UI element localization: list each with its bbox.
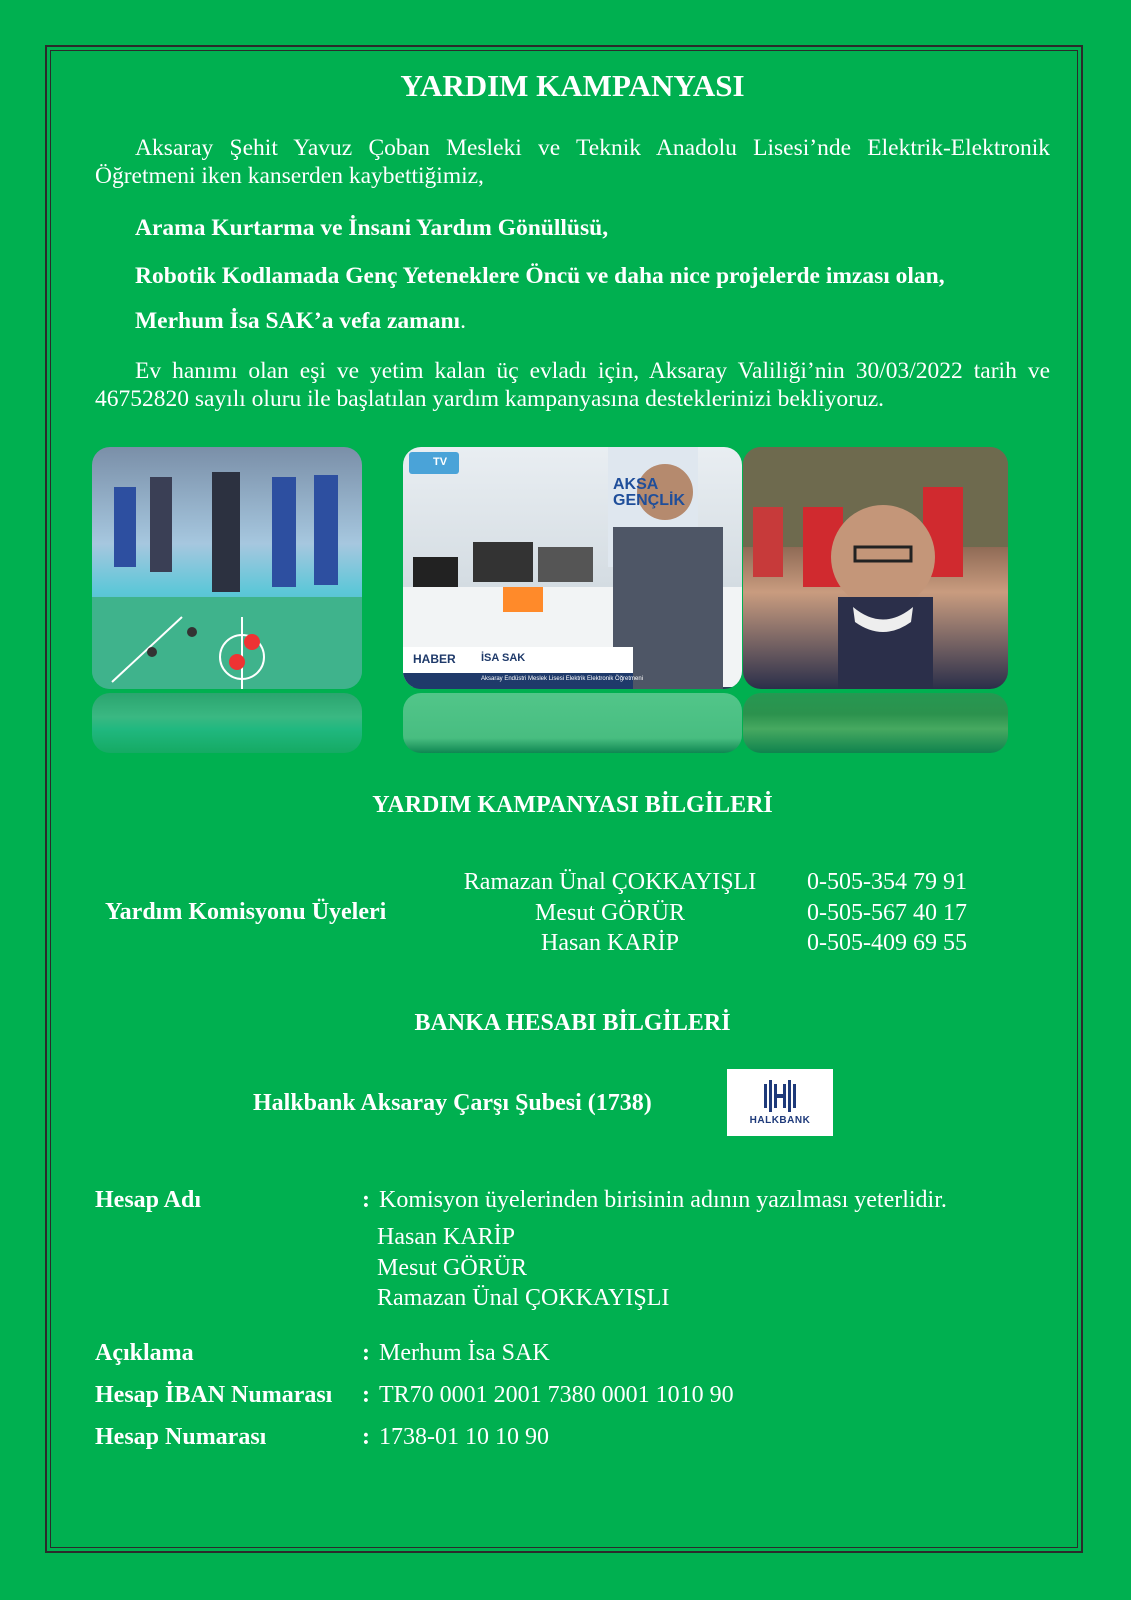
tribute-text: Merhum İsa SAK’a vefa zamanı	[135, 308, 461, 334]
photo-rescue-reflection	[743, 693, 1008, 753]
rescue-scene-icon	[743, 447, 1008, 689]
account-name-item: Hasan KARİP	[377, 1224, 515, 1250]
aksa-brand: AKSA GENÇLİK	[613, 476, 685, 509]
account-number-colon: :	[362, 1424, 370, 1450]
member-phone: 0-505-354 79 91	[807, 869, 967, 895]
bold-line-volunteer: Arama Kurtarma ve İnsani Yardım Gönüllüsü,	[135, 215, 609, 241]
bold-line-robotics: Robotik Kodlamada Genç Yeteneklere Öncü ve daha nice projelerde imzası olan,	[135, 263, 945, 289]
halkbank-logo	[727, 1069, 833, 1136]
appeal-paragraph: Ev hanımı olan eşi ve yetim kalan üç evladı için, Aksaray Valiliği’nin 30/03/2022 tarih ve 46752820 sayılı oluru ile başlatılan yardım kampanyasına desteklerinizi bekliyoruz.	[95, 358, 1050, 412]
photo-robotics-students	[92, 447, 362, 689]
committee-phones	[807, 867, 967, 959]
committee-names	[450, 867, 770, 959]
account-name-label: Hesap Adı	[95, 1187, 202, 1213]
committee-label: Yardım Komisyonu Üyeleri	[105, 899, 387, 925]
halkbank-logo-text: HALKBANK	[749, 1114, 811, 1126]
description-value: Merhum İsa SAK	[379, 1340, 550, 1366]
account-number-value: 1738-01 10 10 90	[379, 1424, 549, 1450]
interviewee-name: İSA SAK	[481, 652, 526, 664]
photo-robotics-reflection	[92, 693, 362, 753]
photo-strip	[92, 447, 1012, 757]
description-colon: :	[362, 1340, 370, 1366]
photo-tv-interview	[403, 447, 742, 689]
bank-info-title: BANKA HESABI BİLGİLERİ	[414, 1010, 731, 1036]
iban-colon: :	[362, 1382, 370, 1408]
account-number-label: Hesap Numarası	[95, 1424, 267, 1450]
tv-badge: TV	[433, 456, 448, 468]
iban-value: TR70 0001 2001 7380 0001 1010 90	[379, 1382, 734, 1408]
bold-line-tribute	[135, 308, 466, 335]
bank-branch: Halkbank Aksaray Çarşı Şubesi (1738)	[253, 1090, 652, 1116]
photo-rescue-selfie	[743, 447, 1008, 689]
interview-caption: Aksaray Endüstri Meslek Lisesi Elektrik Elektronik Öğretmeni	[481, 676, 644, 682]
campaign-info-title: YARDIM KAMPANYASI BİLGİLERİ	[372, 792, 773, 818]
tribute-period: .	[460, 308, 466, 334]
page-title: YARDIM KAMPANYASI	[400, 68, 745, 103]
account-names-list	[377, 1222, 669, 1314]
robotics-scene-icon	[92, 447, 362, 689]
intro-paragraph: Aksaray Şehit Yavuz Çoban Mesleki ve Teknik Anadolu Lisesi’nde Elektrik-Elektronik Öğretmeni iken kanserden kaybettiğimiz,	[95, 135, 1050, 189]
member-name: Mesut GÖRÜR	[534, 899, 685, 926]
member-name: Hasan KARİP	[541, 930, 679, 956]
account-name-value: Komisyon üyelerinden birisinin adının yazılması yeterlidir.	[379, 1187, 947, 1213]
haber-label: HABER	[413, 652, 456, 666]
member-phone: 0-505-409 69 55	[807, 930, 967, 956]
account-name-colon: :	[362, 1187, 370, 1213]
member-phone: 0-505-567 40 17	[807, 899, 967, 926]
account-name-item: Mesut GÖRÜR	[377, 1254, 528, 1281]
member-name: Ramazan Ünal ÇOKKAYIŞLI	[463, 869, 757, 895]
description-label: Açıklama	[95, 1340, 194, 1366]
halkbank-mark-icon	[762, 1080, 798, 1112]
account-name-item: Ramazan Ünal ÇOKKAYIŞLI	[377, 1285, 670, 1311]
iban-label: Hesap İBAN Numarası	[95, 1382, 333, 1408]
photo-tv-reflection	[403, 693, 742, 753]
